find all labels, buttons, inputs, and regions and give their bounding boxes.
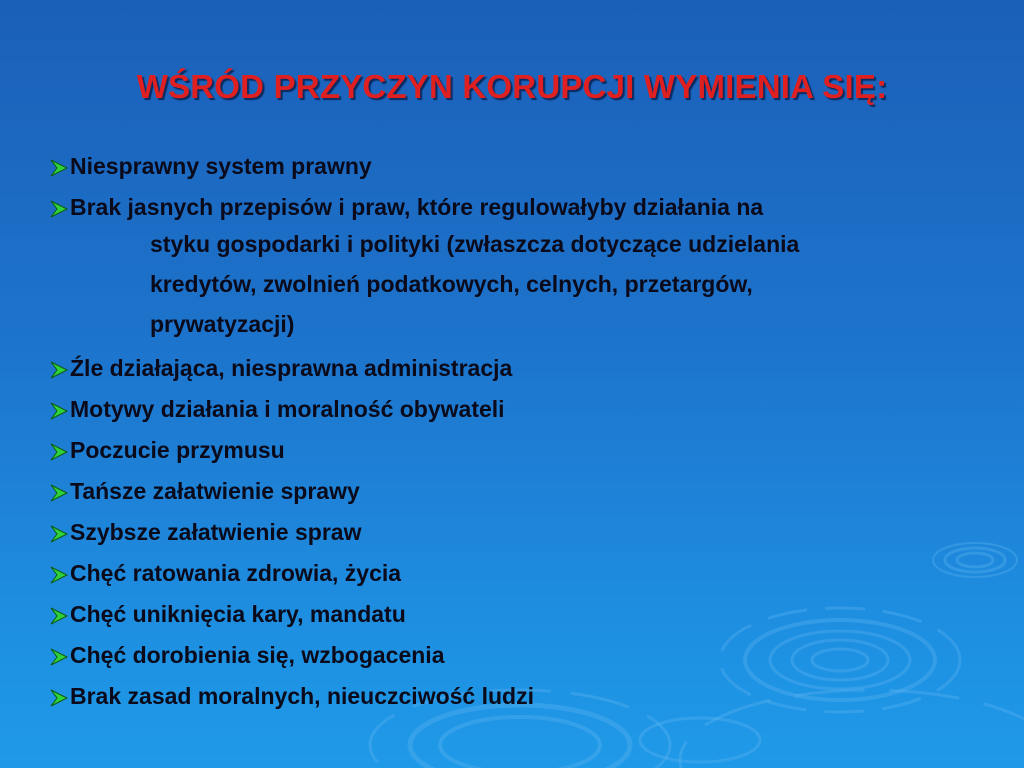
bullet-continuation-line: styku gospodarki i polityki (zwłaszcza dotyczące udzielania — [150, 231, 800, 257]
bullet-item — [48, 639, 988, 672]
green-arrow-bullet-icon — [48, 646, 70, 668]
bullet-line: Brak zasad moralnych, nieuczciwość ludzi — [70, 683, 534, 709]
bullet-line: Szybsze załatwienie spraw — [70, 519, 362, 545]
bullet-line: Brak jasnych przepisów i praw, które regulowałyby działania na — [70, 194, 764, 220]
bullet-text — [70, 352, 512, 385]
bullet-line: Chęć dorobienia się, wzbogacenia — [70, 642, 445, 668]
bullet-text — [70, 680, 534, 713]
bullet-text — [70, 191, 799, 344]
green-arrow-bullet-icon — [48, 157, 70, 179]
bullet-continuation-line: kredytów, zwolnień podatkowych, celnych, przetargów, — [150, 271, 753, 297]
bullet-item — [48, 598, 988, 631]
bullet-text — [70, 475, 360, 508]
bullet-text — [70, 557, 401, 590]
bullet-continuation-line: prywatyzacji) — [150, 311, 295, 337]
green-arrow-bullet-icon — [48, 605, 70, 627]
bullet-text — [70, 516, 361, 549]
bullet-item — [48, 516, 988, 549]
bullet-item — [48, 434, 988, 467]
bullet-text — [70, 639, 444, 672]
bullet-line: Chęć uniknięcia kary, mandatu — [70, 601, 406, 627]
bullet-item — [48, 680, 988, 713]
bullet-item — [48, 352, 988, 385]
bullet-item — [48, 191, 988, 344]
green-arrow-bullet-icon — [48, 482, 70, 504]
green-arrow-bullet-icon — [48, 564, 70, 586]
bullet-text — [70, 150, 372, 183]
bullet-item — [48, 557, 988, 590]
bullet-line: Chęć ratowania zdrowia, życia — [70, 560, 402, 586]
green-arrow-bullet-icon — [48, 359, 70, 381]
bullet-line: Źle działająca, niesprawna administracja — [70, 355, 513, 381]
bullet-item — [48, 475, 988, 508]
bullet-line: Tańsze załatwienie sprawy — [70, 478, 360, 504]
green-arrow-bullet-icon — [48, 523, 70, 545]
bullet-line: Motywy działania i moralność obywateli — [70, 396, 505, 422]
slide-title: WŚRÓD PRZYCZYN KORUPCJI WYMIENIA SIĘ: — [136, 68, 888, 105]
green-arrow-bullet-icon — [48, 198, 70, 220]
bullet-text — [70, 393, 505, 426]
bullet-line: Niesprawny system prawny — [70, 153, 372, 179]
green-arrow-bullet-icon — [48, 400, 70, 422]
bullet-list — [48, 150, 988, 721]
bullet-line: Poczucie przymusu — [70, 437, 285, 463]
green-arrow-bullet-icon — [48, 687, 70, 709]
bullet-text — [70, 434, 285, 467]
bullet-item — [48, 150, 988, 183]
bullet-item — [48, 393, 988, 426]
bullet-text — [70, 598, 406, 631]
green-arrow-bullet-icon — [48, 441, 70, 463]
